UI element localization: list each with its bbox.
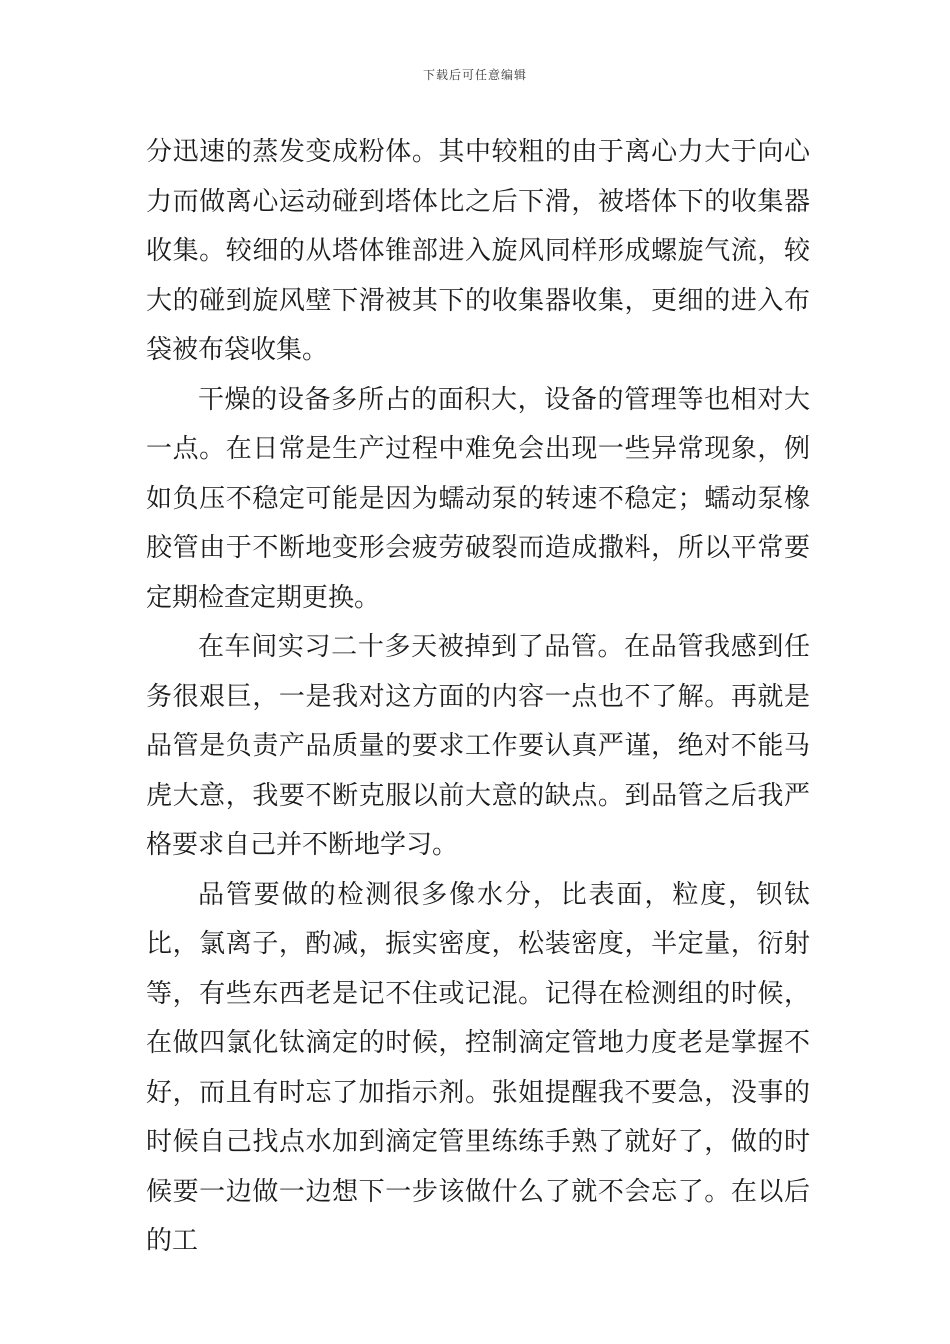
paragraph-1: 分迅速的蒸发变成粉体。其中较粗的由于离心力大于向心力而做离心运动碰到塔体比之后下滑，被塔体下的收集器收集。较细的从塔体锥部进入旋风同样形成螺旋气流，较大的碰到旋风壁下滑被其下的收集器收集，更细的进入布袋被布袋收集。: [146, 137, 810, 365]
page-header: 下载后可任意编辑: [422, 68, 527, 82]
paragraph-3: 在车间实习二十多天被掉到了品管。在品管我感到任务很艰巨，一是我对这方面的内容一点也不了解。再就是品管是负责产品质量的要求工作要认真严谨，绝对不能马虎大意，我要不断克服以前大意的缺点。到品管之后我严格要求自己并不断地学习。: [146, 632, 810, 860]
paragraph-2: 干燥的设备多所占的面积大，设备的管理等也相对大一点。在日常是生产过程中难免会出现一些异常现象，例如负压不稳定可能是因为蠕动泵的转速不稳定；蠕动泵橡胶管由于不断地变形会疲劳破裂而造成撒料，所以平常要定期检查定期更换。: [146, 384, 810, 613]
document-body: [146, 128, 810, 1267]
paragraph-4: 品管要做的检测很多像水分，比表面，粒度，钡钛比，氯离子，酌减，振实密度，松装密度，半定量，衍射等，有些东西老是记不住或记混。记得在检测组的时候，在做四氯化钛滴定的时候，控制滴定管地力度老是掌握不好，而且有时忘了加指示剂。张姐提醒我不要急，没事的时候自己找点水加到滴定管里练练手熟了就好了，做的时候要一边做一边想下一步该做什么了就不会忘了。在以后的工: [146, 879, 810, 1256]
